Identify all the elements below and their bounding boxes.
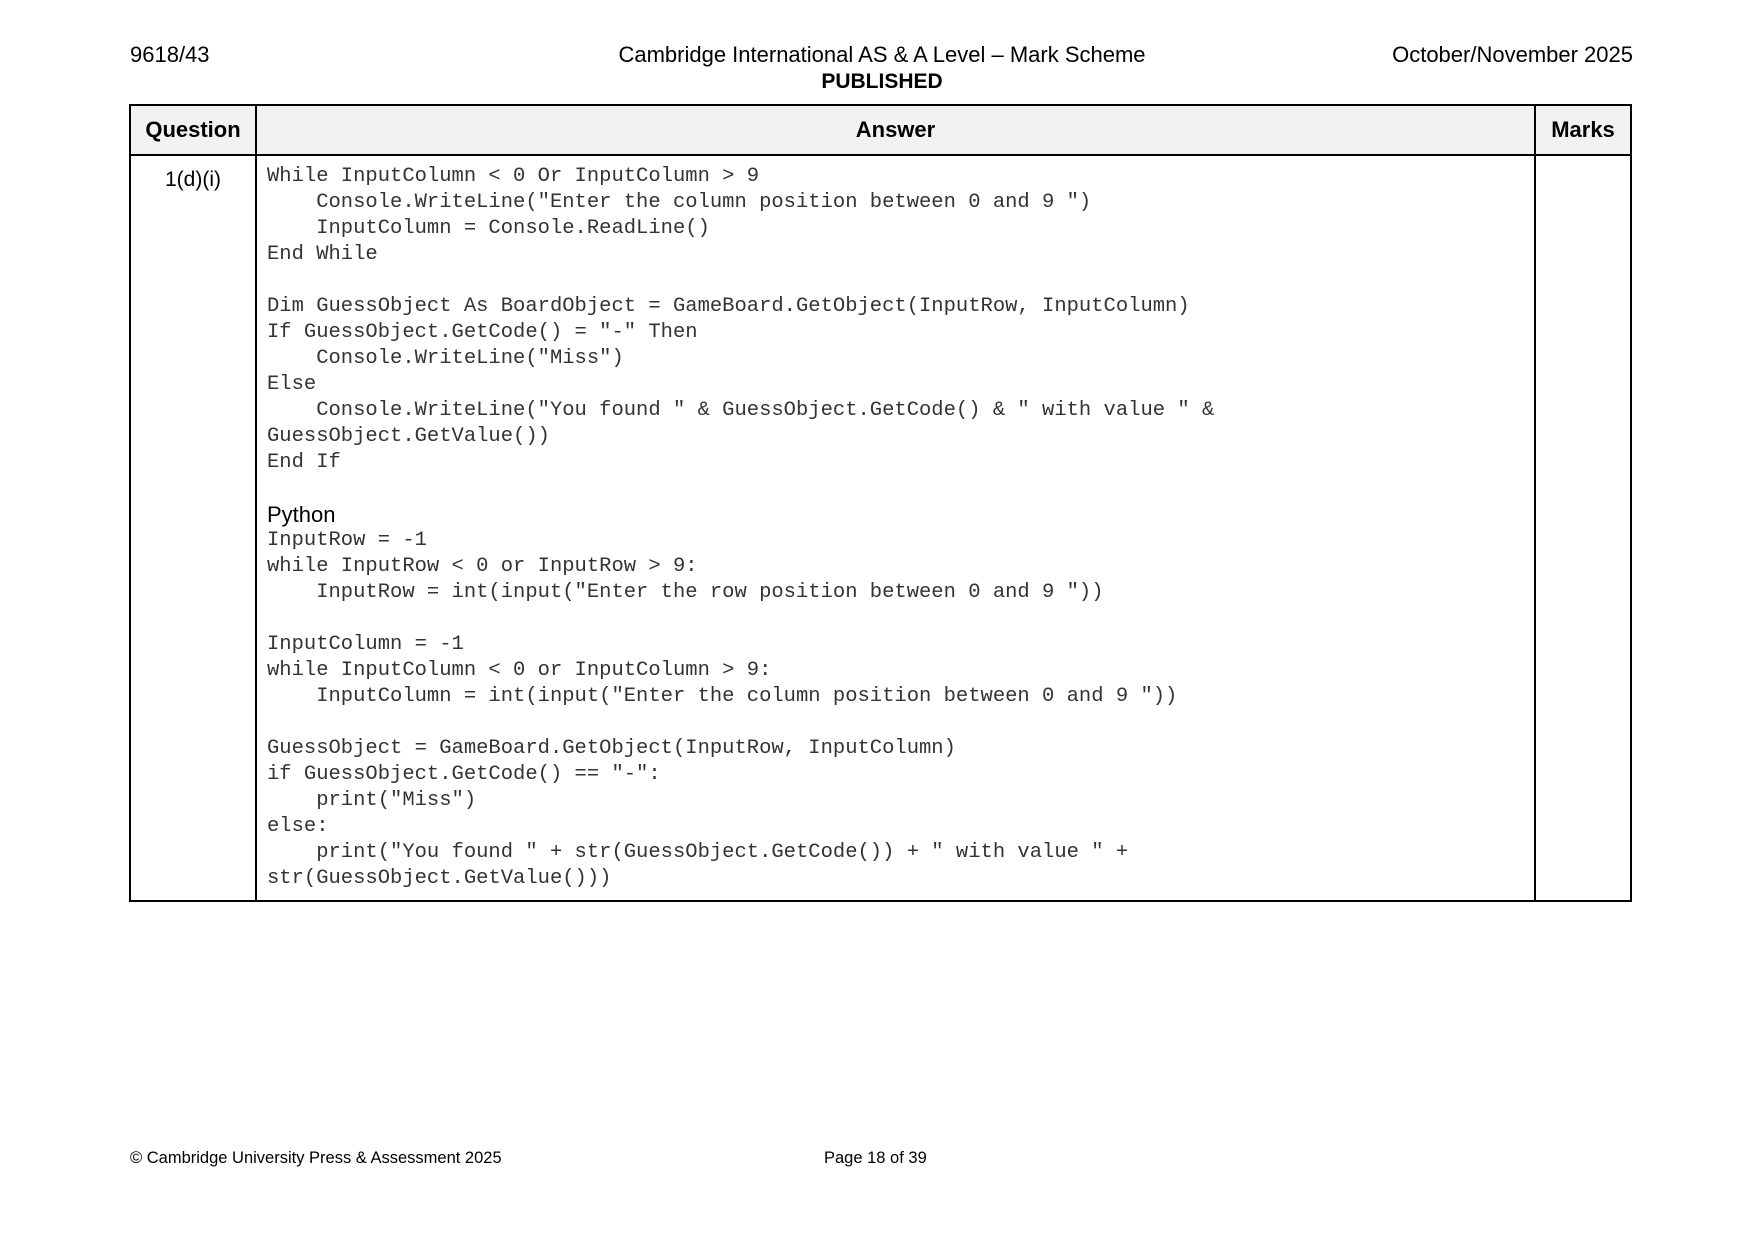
answer-cell <box>256 155 1535 901</box>
mark-scheme-table <box>129 104 1632 902</box>
table-header-row <box>130 105 1631 155</box>
mark-scheme-title: Cambridge International AS & A Level – Mark Scheme <box>618 42 1146 67</box>
marks-cell <box>1535 155 1631 901</box>
vb-code-block-1: While InputColumn < 0 Or InputColumn > 9 Console.WriteLine("Enter the column position between 0 and 9 ") InputColumn = Console.ReadLine() End While <box>267 165 1092 266</box>
table-row <box>130 155 1631 901</box>
python-code-block-2: InputColumn = -1 while InputColumn < 0 or InputColumn > 9: InputColumn = int(input("Enter the column position between 0 and 9 ")) <box>267 633 1178 708</box>
python-code-block-3: GuessObject = GameBoard.GetObject(InputRow, InputColumn) if GuessObject.GetCode() == "-": print("Miss") else: print("You found " + str(GuessObject.GetCode()) + " with value " + str(GuessObject.GetValue())) <box>267 737 1129 890</box>
question-number: 1(d)(i) <box>130 155 256 901</box>
paper-code: 9618/43 <box>130 42 210 67</box>
answer-column-header: Answer <box>256 105 1535 155</box>
published-label: PUBLISHED <box>821 70 943 93</box>
python-code-block-1: InputRow = -1 while InputRow < 0 or InputRow > 9: InputRow = int(input("Enter the row position between 0 and 9 ")) <box>267 529 1104 604</box>
copyright-notice: © Cambridge University Press & Assessment 2025 <box>130 1149 502 1167</box>
question-column-header: Question <box>130 105 256 155</box>
page-number: Page 18 of 39 <box>824 1149 927 1167</box>
python-label: Python <box>267 502 336 527</box>
exam-session: October/November 2025 <box>1392 42 1633 67</box>
marks-column-header: Marks <box>1535 105 1631 155</box>
vb-code-block-2: Dim GuessObject As BoardObject = GameBoard.GetObject(InputRow, InputColumn) If GuessObject.GetCode() = "-" Then Console.WriteLine("Miss") Else Console.WriteLine("You found " & GuessObject.GetCode() & " with value " & GuessObject.GetValue()) End If <box>267 295 1215 474</box>
